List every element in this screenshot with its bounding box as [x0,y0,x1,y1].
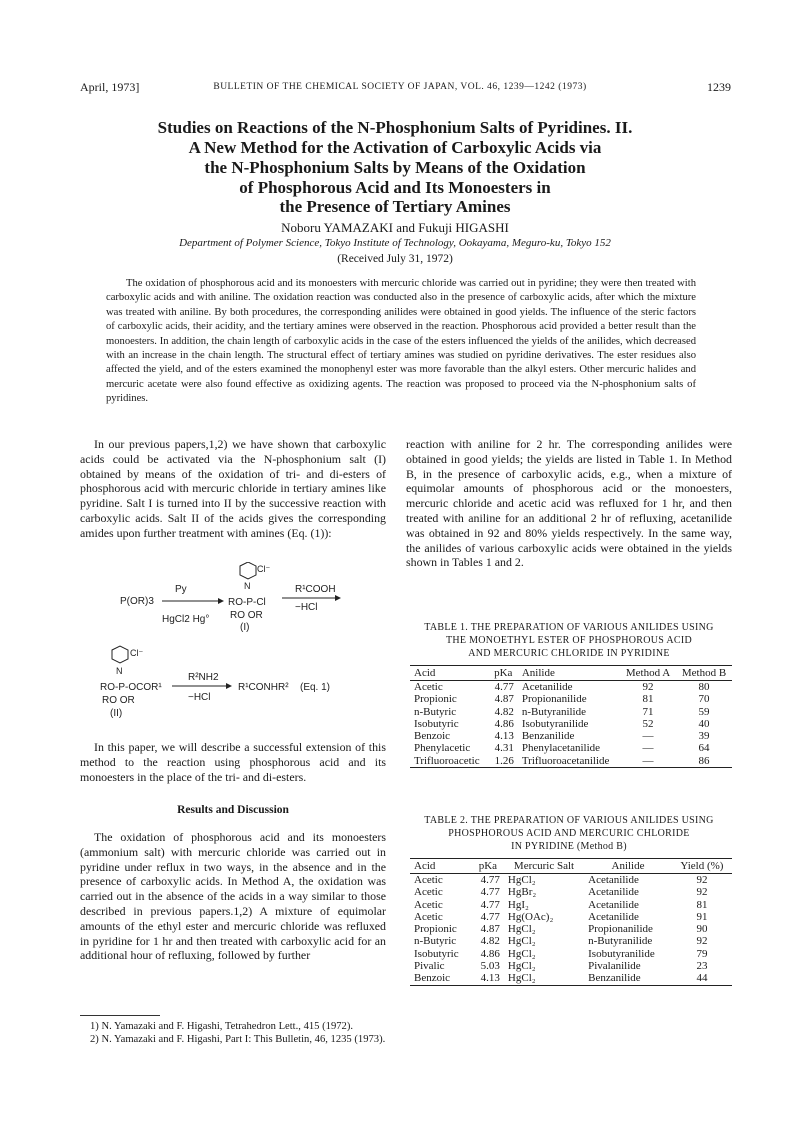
footnote-1: 1) N. Yamazaki and F. Higashi, Tetrahedron Lett., 415 (1972). [90,1021,354,1032]
table1-cell: 4.82 [494,705,514,718]
table2-cell: 91 [696,910,708,923]
table2-cell: Pivalic [414,960,445,973]
title-line-4: of Phosphorous Acid and Its Monoesters in [239,178,551,197]
table1-cell: — [642,730,654,743]
title-line-5: the Presence of Tertiary Amines [279,197,511,216]
title-line-2: A New Method for the Activation of Carboxylic Acids via [188,138,602,157]
table2-caption [406,814,732,853]
salt2-chloride: Cl⁻ [130,648,144,658]
table2-cell: n-Butyric [414,935,457,948]
table2-cell: 92 [696,874,708,886]
table2-cell: 90 [696,923,708,936]
table2-caption-line: PHOSPHOROUS ACID AND MERCURIC CHLORIDE [448,828,690,839]
table2-cell: 81 [696,898,708,911]
table1-cell: Trifluoroacetanilide [521,754,610,767]
table1-cell: 40 [698,717,710,730]
table2-cell: HgI₂ [507,898,529,911]
table1-row [410,730,732,742]
table1-caption [406,621,732,660]
table2-cell: HgCl₂ [507,972,536,985]
salt2-label: (II) [110,708,123,719]
footnotes [90,1020,386,1046]
table1-cell: Phenylacetic [414,742,471,755]
reaction-scheme [100,562,400,732]
table1-cell: 4.31 [494,742,514,755]
table1-col-header: Anilide [521,667,555,679]
equation-label: (Eq. 1) [300,682,331,693]
table2-cell: Pivalanilide [588,960,641,973]
authors: Noboru YAMAZAKI and Fukuji HIGASHI [281,220,509,235]
product-amide: R¹CONHR² [238,682,289,693]
table1-cell: 71 [642,705,654,718]
salt2-nitrogen: N [116,666,123,676]
table2-row [410,935,732,947]
pyridine-ring-2 [112,646,128,663]
table2-caption-line: IN PYRIDINE (Method B) [511,841,627,852]
table2-cell: Acetanilide [588,874,639,886]
table1-col-header: Method B [681,667,727,679]
table1-cell: Benzanilide [521,730,575,743]
table2-cell: 4.86 [480,947,500,960]
salt2-line2: RO OR [102,695,135,706]
table2-row [410,960,732,972]
footnote-divider [80,1015,160,1016]
table1-row [410,693,732,705]
table1-cell: n-Butyric [414,705,457,718]
table2-cell: Isobutyric [414,947,459,960]
table2-cell: 5.03 [480,960,500,973]
table1-row [410,681,732,694]
table2-cell: HgCl₂ [507,960,536,973]
table2-cell: 44 [696,972,708,985]
table1-cell: Isobutyric [414,717,459,730]
table1-cell: 86 [698,754,710,767]
table1-cell: — [642,742,654,755]
table2-col-header: pKa [478,860,498,872]
table2-row [410,886,732,898]
table1-cell: 1.26 [494,754,514,767]
table2-cell: 4.13 [480,972,500,985]
running-header-date: April, 1973] [80,80,140,94]
table1-cell: Isobutyranilide [521,717,589,730]
methods-paragraph: reaction with aniline for 2 hr. The corresponding anilides were obtained in good yields; the yields are listed in Table 1. In Method B, in the presence of carboxylic acids, e.g., when a mixture of equimolar amounts of phosphorous acid or the monoesters, mercuric chloride and acetic acid was refluxed for 1 hr, and then treated with aniline for an additional 2 hr of refluxing, acetanilide was obtained in 92 and 80% yields respectively. In the same way, the anilides of various carboxylic acids were obtained in the yields shown in Tables 1 and 2. [406,437,732,570]
results-paragraph: The oxidation of phosphorous acid and its monoesters (ammonium salt) with mercuric chloride was carried out in pyridine under reflux in two ways, in the absence and in the presence of carboxylic acids. In Method A, the oxidation was carried out in the absence of the acids in a way similar to those described in previous papers.1,2) A mixture of equimolar amounts of the ethyl ester and mercuric chloride was refluxed in pyridine for 1 hr and then treated with carboxylic acid for an additional hour of refluxing, followed by further [80,830,386,963]
table2-row [410,911,732,923]
table2-cell: Acetanilide [588,910,639,923]
table2-cell: 4.82 [480,935,500,948]
running-header-journal: BULLETIN OF THE CHEMICAL SOCIETY OF JAPAN, VOL. 46, 1239—1242 (1973) [213,82,587,92]
table2-cell: Benzanilide [588,972,641,985]
pyridine-ring-1 [240,562,256,579]
acid-reagent: R¹COOH [295,584,336,595]
table2-cell: 92 [696,886,708,899]
table2-col-header: Mercuric Salt [513,860,575,872]
section-heading-results: Results and Discussion [177,804,289,816]
table2-cell: HgCl₂ [507,947,536,960]
table1-cell: n-Butyranilide [521,705,586,718]
salt1-chloride: Cl⁻ [257,564,271,574]
title-line-1: Studies on Reactions of the N-Phosphonium Salts of Pyridines. II. [157,118,633,137]
table2-cell: Acetic [414,886,443,899]
table2-cell: Acetanilide [588,886,639,899]
table1-cell: — [642,754,654,767]
abstract: The oxidation of phosphorous acid and its monoesters with mercuric chloride was carried out in pyridine; they were then treated with carboxylic acids and with aniline. The oxidation reaction was conducted also in the presence of carboxylic acids, after which the mixture was treated with aniline. By both procedures, the corresponding anilides were obtained in good yields. The influence of the steric factors of carboxylic acids, their acidity, and the tertiary amines were observed in the reaction. Phosphorous acid provided a better result than the monoesters. In addition, the chain length of carboxylic acids in the case of the esters influenced the yields of the anilides, which decreased with an increase in the chain length. The structural effect of tertiary amines was studied on pyridine derivatives. The ester residues also affected the yield, and of the esters examined the monophenyl ester was more favorable than the alkyl esters. Other mercuric halides and mercuric acetate were also found effective as oxidizing agents. The reaction was proposed to proceed via the N-phosphonium salts of pyridines. [106,278,696,405]
table2-cell: Acetic [414,898,443,911]
table1-cell: 59 [698,705,710,718]
table2-cell: 4.87 [480,923,500,936]
table1-cell: 80 [698,681,710,693]
reactant-label: P(OR)3 [120,596,154,607]
table2-col-header: Yield (%) [680,860,724,872]
table2-cell: HgCl₂ [507,874,536,886]
title-line-3: the N-Phosphonium Salts by Means of the Oxidation [204,158,586,177]
table1-row [410,718,732,730]
table1-caption-line: TABLE 1. THE PREPARATION OF VARIOUS ANILIDES USING [424,622,714,633]
table2-cell: 23 [696,960,708,973]
table2-cell: Benzoic [414,972,451,985]
table1-cell: 81 [642,693,654,706]
table1-cell: 4.13 [494,730,514,743]
table2-col-header: Acid [414,860,436,872]
table1-caption-line: AND MERCURIC CHLORIDE IN PYRIDINE [468,648,670,659]
table2-cell: Hg(OAc)₂ [507,910,554,923]
table1-cell: Phenylacetanilide [521,742,601,755]
table2-row [410,972,732,985]
table1-cell: Propionic [414,693,457,706]
table2-cell: HgBr₂ [507,886,537,899]
table1-cell: 92 [642,681,654,693]
table2-cell: Acetanilide [588,898,639,911]
table-2 [410,858,732,986]
table1-cell: 4.87 [494,693,514,706]
table1-cell: 70 [698,693,710,706]
table2-col-header: Anilide [611,860,645,872]
salt1-line1: RO-P-Cl [228,597,266,608]
reagent-hgcl2: HgCl2 Hg° [162,614,210,625]
table2-cell: 92 [696,935,708,948]
table2-caption-line: TABLE 2. THE PREPARATION OF VARIOUS ANILIDES USING [424,815,714,826]
table2-cell: Acetic [414,910,443,923]
table2-cell: 4.77 [480,910,500,923]
salt2-line1: RO-P-OCOR¹ [100,682,162,693]
affiliation: Department of Polymer Science, Tokyo Institute of Technology, Ookayama, Meguro-ku, Tokyo 152 [179,237,611,249]
amine-reagent: R²NH2 [188,672,219,683]
footnote-2: 2) N. Yamazaki and F. Higashi, Part I: This Bulletin, 46, 1235 (1973). [90,1034,386,1045]
table2-cell: 79 [696,947,708,960]
table1-cell: 4.77 [494,681,514,693]
table1-cell: Benzoic [414,730,451,743]
table1-row [410,706,732,718]
table2-cell: HgCl₂ [507,935,536,948]
table1-cell: Propionanilide [521,693,587,706]
table1-cell: Trifluoroacetic [414,754,480,767]
table2-row [410,899,732,911]
table2-header-row [410,859,732,874]
table1-caption-line: THE MONOETHYL ESTER OF PHOSPHOROUS ACID [445,635,693,646]
table2-row [410,874,732,887]
table1-col-header: Method A [625,667,671,679]
page-number: 1239 [707,80,731,94]
table1-row [410,755,732,768]
intro-paragraph-2: In this paper, we will describe a successful extension of this method to the reaction using phosphorous acid and its monoesters in the place of the tri- and di-esters. [80,740,386,784]
table-1 [410,665,732,768]
table2-row [410,948,732,960]
table1-cell: 52 [642,717,654,730]
table1-cell: 39 [698,730,710,743]
salt1-line2: RO OR [230,610,263,621]
reagent-py: Py [175,584,187,595]
salt1-nitrogen: N [244,581,251,591]
received-date: (Received July 31, 1972) [337,253,453,265]
salt1-label: (I) [240,622,250,633]
table2-cell: HgCl₂ [507,923,536,936]
table2-row [410,923,732,935]
table1-col-header: pKa [494,667,513,679]
intro-paragraph: In our previous papers,1,2) we have shown that carboxylic acids could be activated via the N-phosphonium salt (I) obtained by means of the oxidation of tri- and di-esters of phosphorous acid with mercuric chloride in tertiary amines like pyridine. Salt I is turned into II by the successive reaction with carboxylic acids. Salt II of the acids gives the corresponding amides upon further treatment with amines (Eq. (1)): [80,437,386,540]
table2-cell: 4.77 [480,886,500,899]
table1-cell: 64 [698,742,710,755]
table2-cell: Acetic [414,874,443,886]
table2-cell: Propionanilide [588,923,653,936]
table1-row [410,742,732,754]
table2-cell: Isobutyranilide [588,947,655,960]
table1-cell: Acetic [414,681,443,693]
table1-cell: 4.86 [494,717,514,730]
table2-cell: n-Butyranilide [588,935,653,948]
table1-col-header: Acid [414,667,436,679]
table1-header-row [410,666,732,681]
table2-cell: 4.77 [480,874,500,886]
minus-hcl-1: −HCl [295,602,318,613]
table2-cell: Propionic [414,923,457,936]
table1-cell: Acetanilide [521,681,573,693]
minus-hcl-2: −HCl [188,692,211,703]
table2-cell: 4.77 [480,898,500,911]
